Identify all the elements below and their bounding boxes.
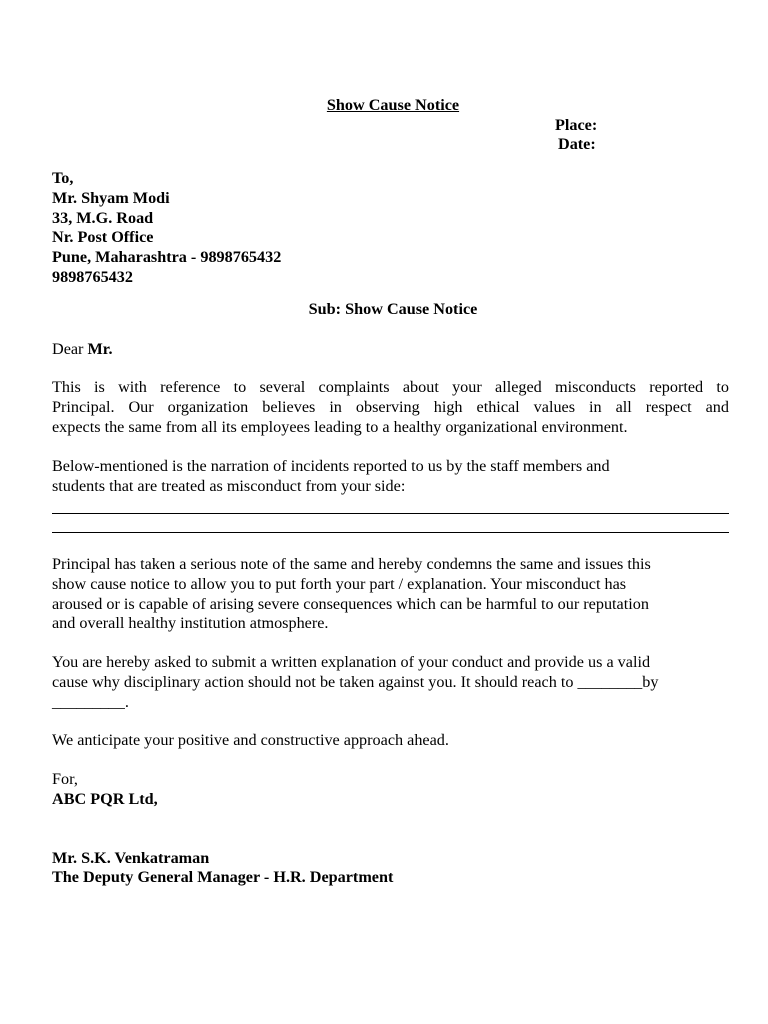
salutation-name: Mr. [87,340,113,358]
paragraph-line: expects the same from all its employees leading to a healthy organizational environment. [52,417,628,436]
paragraph-note [52,555,729,634]
company-name: ABC PQR Ltd, [52,790,158,808]
address-line: Pune, Maharashtra - 9898765432 [52,248,282,267]
paragraph-incidents [52,457,729,497]
date-label: Date: [558,135,596,153]
paragraph-line: Below-mentioned is the narration of incidents reported to us by the staff members and [52,457,610,475]
paragraph-line: Principal has taken a serious note of the same and hereby condemns the same and issues this [52,555,651,573]
place-label: Place: [555,116,598,134]
paragraph-line: This is with reference to several complaints about your alleged misconducts reported to [52,378,729,396]
subject-line: Sub: Show Cause Notice [308,300,478,318]
paragraph-line: You are hereby asked to submit a written explanation of your conduct and provide us a valid [52,653,651,671]
signer-title: The Deputy General Manager - H.R. Department [52,868,394,886]
salutation [52,340,113,360]
for-label: For, [52,770,78,788]
paragraph-line: We anticipate your positive and constructive approach ahead. [52,731,449,749]
paragraph-closing [52,731,729,751]
address-line: 33, M.G. Road [52,208,154,227]
blank-line-1 [52,513,729,514]
document-title: Show Cause Notice [326,96,460,114]
paragraph-line: students that are treated as misconduct from your side: [52,476,406,495]
recipient-name: Mr. Shyam Modi [52,188,170,207]
salutation-prefix: Dear [52,340,88,358]
address-line: To, [52,169,74,187]
paragraph-line: and overall healthy institution atmosphere. [52,614,329,633]
recipient-address [52,169,281,288]
address-line: 9898765432 [52,267,133,286]
signer-name: Mr. S.K. Venkatraman [52,849,210,867]
paragraph-reference [52,378,729,437]
address-line: Nr. Post Office [52,228,154,247]
paragraph-line: Principal. Our organization believes in observing high ethical values in all respect and [52,397,729,416]
paragraph-line: _________. [52,692,129,711]
paragraph-request [52,653,729,712]
paragraph-line: aroused or is capable of arising severe consequences which can be harmful to our reputation [52,594,649,613]
paragraph-line: cause why disciplinary action should not be taken against you. It should reach to ________by [52,672,659,691]
blank-line-2 [52,532,729,533]
paragraph-line: show cause notice to allow you to put forth your part / explanation. Your misconduct has [52,574,627,593]
